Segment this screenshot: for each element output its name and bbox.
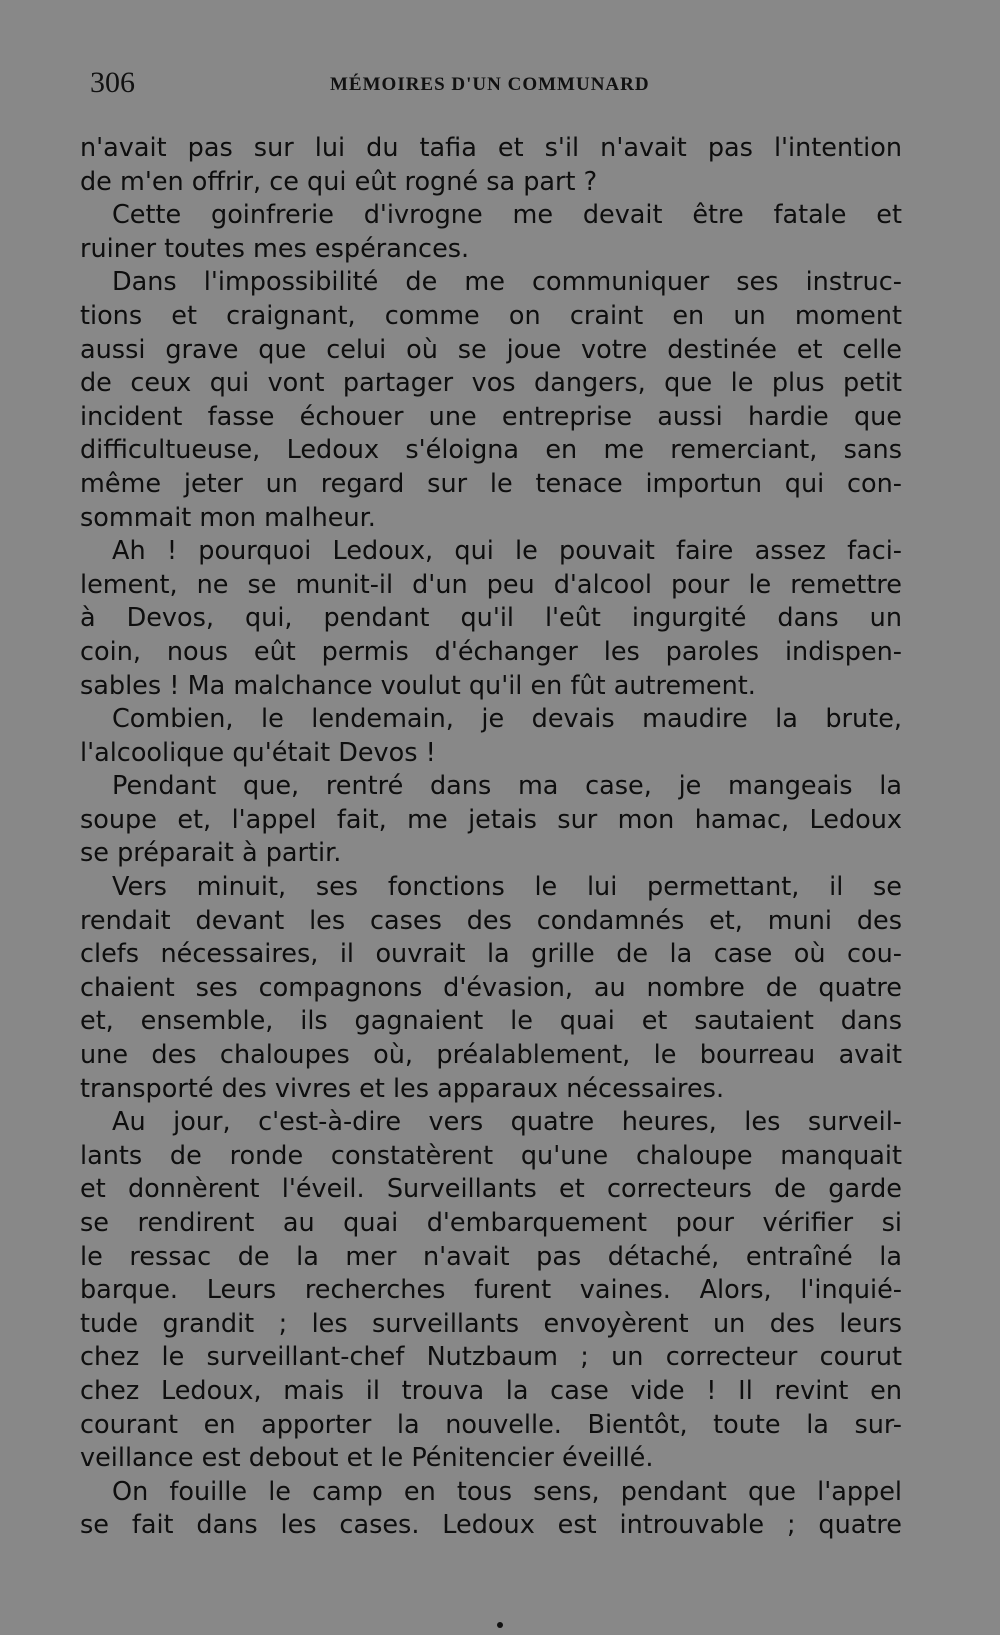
text-line: le ressac de la mer n'avait pas détaché, entraîné la [80, 1241, 902, 1272]
text-line: lement, ne se munit-il d'un peu d'alcool pour le remettre [80, 569, 902, 600]
text-line: barque. Leurs recherches furent vaines. Alors, l'inquié- [80, 1275, 902, 1306]
text-line: sommait mon malheur. [80, 502, 376, 533]
text-line: difficultueuse, Ledoux s'éloigna en me remerciant, sans [80, 435, 902, 466]
text-line: chaient ses compagnons d'évasion, au nombre de quatre [80, 972, 902, 1003]
text-line: lants de ronde constatèrent qu'une chaloupe manquait [80, 1140, 902, 1171]
page-header [90, 66, 900, 106]
text-line: veillance est debout et le Pénitencier éveillé. [80, 1443, 654, 1474]
text-line: Ah ! pourquoi Ledoux, qui le pouvait faire assez faci- [112, 536, 902, 567]
text-line: sables ! Ma malchance voulut qu'il en fût autrement. [80, 670, 756, 701]
text-line: chez le surveillant-chef Nutzbaum ; un correcteur courut [80, 1342, 902, 1373]
text-line: incident fasse échouer une entreprise aussi hardie que [80, 401, 902, 432]
text-line: ruiner toutes mes espérances. [80, 233, 470, 264]
text-line: clefs nécessaires, il ouvrait la grille de la case où cou- [80, 939, 902, 970]
text-line: à Devos, qui, pendant qu'il l'eût ingurgité dans un [80, 603, 902, 634]
text-line: chez Ledoux, mais il trouva la case vide ! Il revint en [80, 1375, 902, 1406]
text-line: tude grandit ; les surveillants envoyèrent un des leurs [80, 1308, 902, 1339]
text-line: soupe et, l'appel fait, me jetais sur mon hamac, Ledoux [80, 804, 902, 835]
body-text [80, 132, 902, 1543]
text-line: courant en apporter la nouvelle. Bientôt, toute la sur- [80, 1409, 902, 1440]
text-line: tions et craignant, comme on craint en un moment [80, 300, 902, 331]
text-line: Au jour, c'est-à-dire vers quatre heures, les surveil- [112, 1107, 902, 1138]
text-line: Combien, le lendemain, je devais maudire la brute, [112, 704, 902, 735]
text-line: et donnèrent l'éveil. Surveillants et correcteurs de garde [80, 1174, 902, 1205]
text-line: et, ensemble, ils gagnaient le quai et sautaient dans [80, 1006, 902, 1037]
text-line: l'alcoolique qu'était Devos ! [80, 737, 436, 768]
page-number: 306 [90, 66, 135, 99]
text-line: de ceux qui vont partager vos dangers, que le plus petit [80, 368, 902, 399]
text-line: Dans l'impossibilité de me communiquer ses instruc- [112, 267, 902, 298]
running-head: MÉMOIRES D'UN COMMUNARD [330, 74, 650, 95]
text-line: coin, nous eût permis d'échanger les paroles indispen- [80, 636, 902, 667]
text-line: aussi grave que celui où se joue votre destinée et celle [80, 334, 902, 365]
text-line: même jeter un regard sur le tenace importun qui con- [80, 468, 902, 499]
text-line: On fouille le camp en tous sens, pendant que l'appel [112, 1476, 902, 1507]
print-speck [497, 1622, 503, 1628]
text-line: se fait dans les cases. Ledoux est introuvable ; quatre [80, 1510, 902, 1541]
text-line: transporté des vivres et les apparaux nécessaires. [80, 1073, 725, 1104]
text-line: Vers minuit, ses fonctions le lui permettant, il se [112, 872, 902, 903]
text-line: une des chaloupes où, préalablement, le bourreau avait [80, 1040, 902, 1071]
text-line: de m'en offrir, ce qui eût rogné sa part ? [80, 166, 598, 197]
text-line: Pendant que, rentré dans ma case, je mangeais la [112, 771, 902, 802]
text-line: rendait devant les cases des condamnés et, muni des [80, 905, 902, 936]
text-line: n'avait pas sur lui du tafia et s'il n'avait pas l'intention [80, 133, 902, 163]
text-line: se rendirent au quai d'embarquement pour vérifier si [80, 1208, 902, 1238]
text-line: se préparait à partir. [80, 838, 342, 869]
text-line: Cette goinfrerie d'ivrogne me devait être fatale et [112, 200, 902, 231]
